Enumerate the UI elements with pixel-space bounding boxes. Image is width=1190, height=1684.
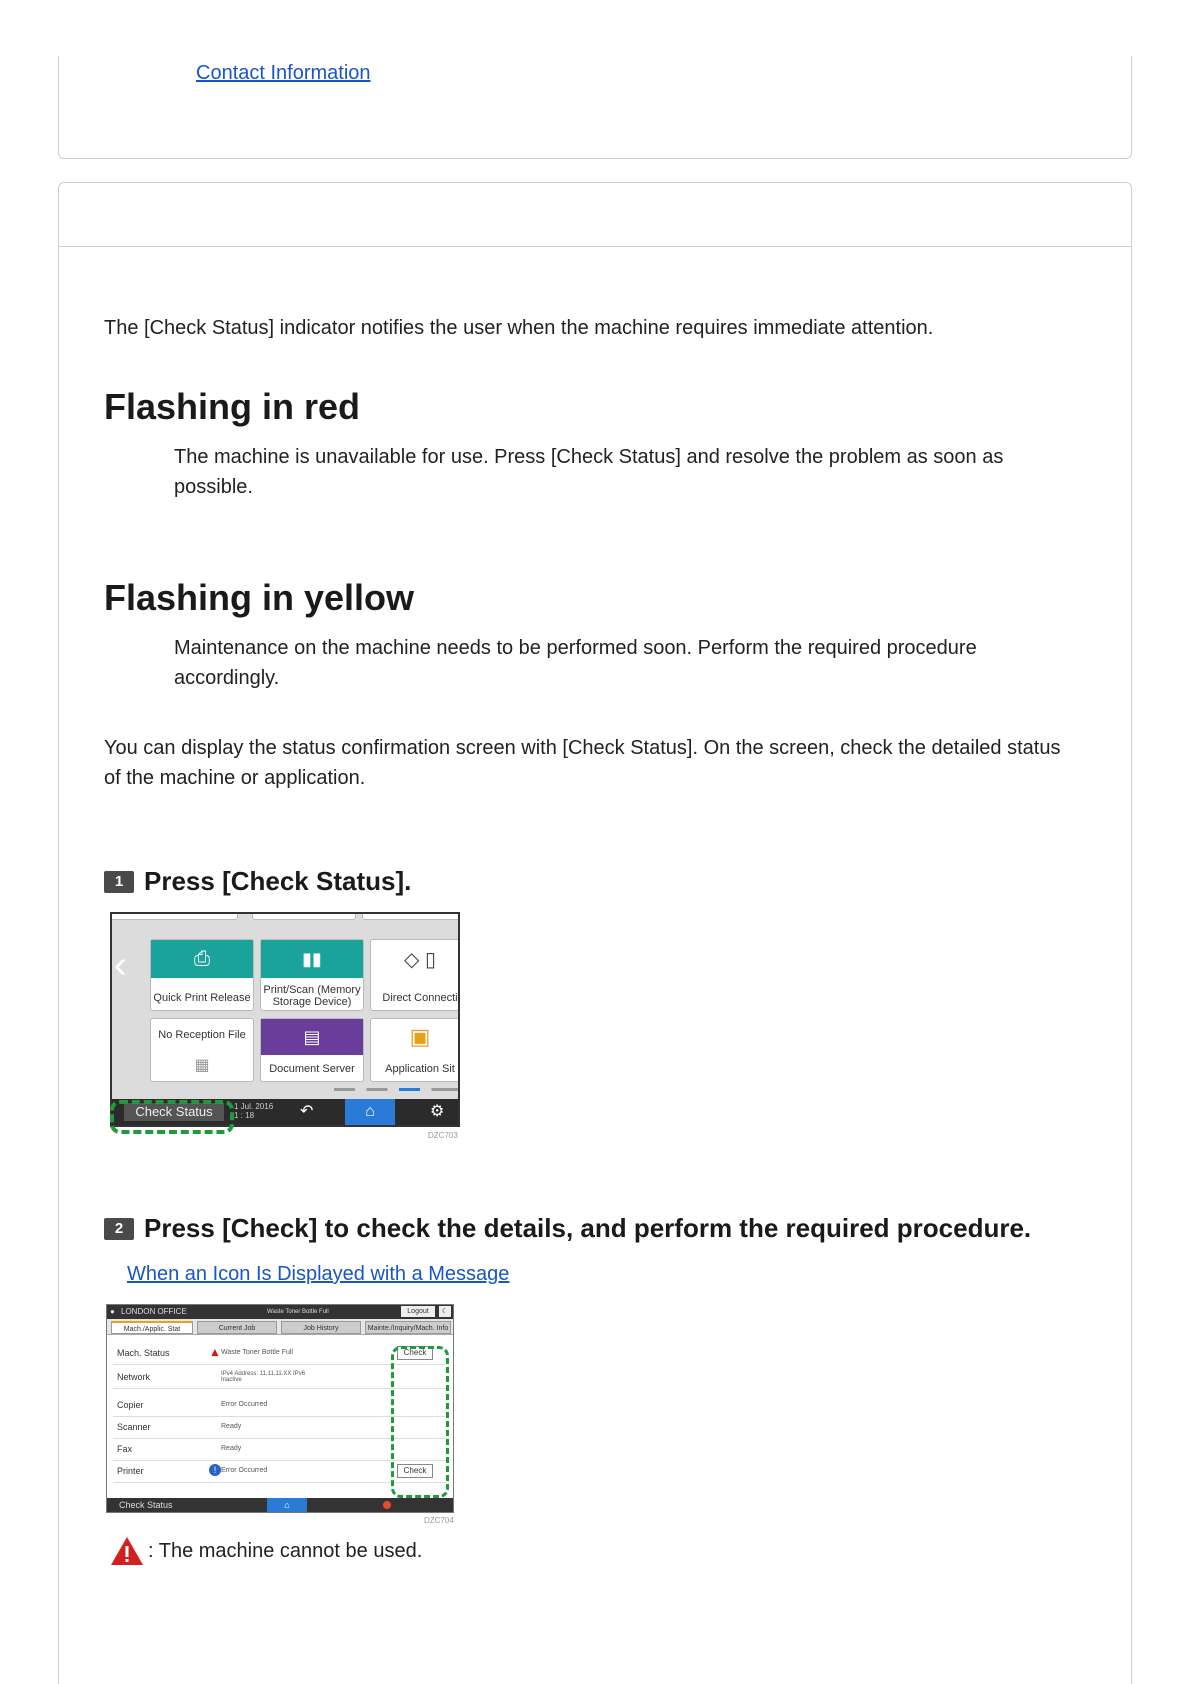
document-server-icon: ▤ bbox=[261, 1019, 363, 1055]
intro-text: The [Check Status] indicator notifies the user when the machine requires immediate attention. bbox=[104, 317, 934, 339]
tab-mach-applic-stat[interactable]: Mach./Applic. Stat bbox=[111, 1321, 193, 1334]
step-2 bbox=[104, 1213, 1031, 1244]
step-text: Press [Check Status]. bbox=[144, 866, 412, 896]
flashing-yellow-text: Maintenance on the machine needs to be performed soon. Perform the required procedure accordingly. bbox=[174, 637, 977, 689]
warning-icon: ▲ bbox=[209, 1345, 221, 1359]
step-number: 2 bbox=[104, 1218, 134, 1240]
info-icon: ! bbox=[209, 1464, 221, 1476]
gear-icon[interactable]: ⚙ bbox=[430, 1103, 445, 1120]
print-icon: ⎙ bbox=[151, 940, 253, 978]
warning-legend bbox=[110, 1536, 422, 1566]
chevron-left-icon: ‹ bbox=[114, 944, 127, 986]
step-number: 1 bbox=[104, 871, 134, 893]
check-status-highlight bbox=[110, 1100, 234, 1134]
office-name: LONDON OFFICE bbox=[121, 1307, 187, 1316]
moon-icon[interactable]: ☾ bbox=[439, 1306, 451, 1317]
tile-partial bbox=[252, 912, 356, 920]
status-row-network: Network IPv4 Address: 11.11.11.XX IPv6 Inactive bbox=[113, 1367, 447, 1389]
home-icon[interactable]: ⌂ bbox=[345, 1099, 395, 1125]
status-row-mach: Mach. Status ▲ Waste Toner Bottle Full Check bbox=[113, 1343, 447, 1365]
shopping-bag-icon: ▣ bbox=[409, 1024, 431, 1049]
step-1 bbox=[104, 866, 411, 897]
card-header-divider bbox=[59, 246, 1131, 247]
tile-document-server: ▤ Document Server bbox=[260, 1018, 364, 1082]
status-paragraph: You can display the status confirmation screen with [Check Status]. On the screen, check the detailed status of the machine or application. bbox=[104, 737, 1061, 789]
tile-print-scan-memory: ▮▮ Print/Scan (Memory Storage Device) bbox=[260, 939, 364, 1011]
page-indicator bbox=[334, 1088, 460, 1091]
bottom-bar bbox=[107, 1498, 453, 1512]
status-tabs bbox=[107, 1319, 453, 1335]
sd-card-icon: ▮▮ bbox=[261, 940, 363, 978]
figure-code: DZC704 bbox=[424, 1516, 454, 1525]
status-row-scanner: Scanner Ready bbox=[113, 1417, 447, 1439]
status-dot-icon bbox=[383, 1501, 391, 1509]
tab-maintenance-info[interactable]: Mainte./Inquiry/Mach. Info bbox=[365, 1321, 451, 1334]
figure-code: DZC703 bbox=[428, 1131, 458, 1140]
contact-information-link[interactable]: Contact Information bbox=[196, 62, 371, 84]
heading-flashing-yellow: Flashing in yellow bbox=[104, 577, 415, 618]
tile-application-site: ▣ Application Sit bbox=[370, 1018, 460, 1082]
tile-quick-print-release: ⎙ Quick Print Release bbox=[150, 939, 254, 1011]
status-row-printer: Printer ! Error Occurred Check bbox=[113, 1461, 447, 1483]
fax-icon: ▦ bbox=[194, 1057, 210, 1074]
warning-legend-text: : The machine cannot be used. bbox=[148, 1539, 423, 1562]
phone-icon: ◇ ▯ bbox=[404, 949, 436, 971]
warning-icon bbox=[110, 1536, 144, 1566]
tile-no-reception-file: No Reception File ▦ bbox=[150, 1018, 254, 1082]
home-icon[interactable]: ⌂ bbox=[267, 1498, 307, 1512]
status-row-fax: Fax Ready bbox=[113, 1439, 447, 1461]
heading-flashing-red: Flashing in red bbox=[104, 386, 361, 427]
alert-message: Waste Toner Bottle Full bbox=[267, 1309, 329, 1315]
check-buttons-highlight bbox=[391, 1346, 449, 1498]
status-row-copier: Copier Error Occurred bbox=[113, 1395, 447, 1417]
icon-message-link[interactable]: When an Icon Is Displayed with a Message bbox=[127, 1263, 510, 1285]
tile-partial bbox=[110, 912, 238, 920]
home-screen-screenshot bbox=[110, 912, 460, 1127]
logout-button[interactable]: Logout bbox=[401, 1306, 435, 1317]
check-button[interactable]: Check bbox=[397, 1346, 433, 1360]
top-bar bbox=[107, 1305, 453, 1319]
flashing-red-text: The machine is unavailable for use. Press [Check Status] and resolve the problem as soon as possible. bbox=[174, 446, 1004, 498]
tile-partial bbox=[362, 912, 460, 920]
tile-direct-connection: ◇ ▯ Direct Connecti bbox=[370, 939, 460, 1011]
step-text: Press [Check] to check the details, and perform the required procedure. bbox=[144, 1213, 1032, 1243]
back-icon[interactable]: ↶ bbox=[300, 1103, 314, 1120]
check-status-button[interactable]: Check Status bbox=[124, 1103, 224, 1121]
check-status-button[interactable]: Check Status bbox=[119, 1500, 173, 1510]
check-button[interactable]: Check bbox=[397, 1464, 433, 1478]
tab-current-job[interactable]: Current Job bbox=[197, 1321, 277, 1334]
user-icon: ● bbox=[110, 1307, 115, 1316]
tab-job-history[interactable]: Job History bbox=[281, 1321, 361, 1334]
contact-card bbox=[58, 56, 1132, 159]
date-time: 1 Jul. 2016 1 : 18 bbox=[234, 1102, 274, 1120]
